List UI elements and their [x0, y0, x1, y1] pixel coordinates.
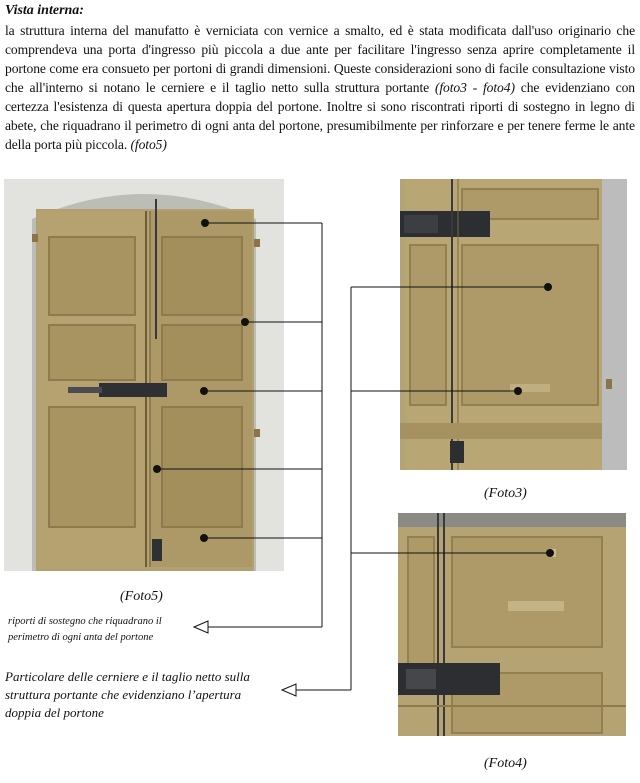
paragraph-text-2: che evidenziano con certezza l'esistenza di questa apertura doppia del portone. Inoltre si sono riscontrati riporti di sostegno in legno di abete, che riquadrano il perimetro di ogni anta del portone, presumibilmente per rinforzare e per tenere ferme le ante della porta più piccola. [5, 80, 635, 152]
caption-foto4: (Foto4) [484, 756, 527, 771]
arrowhead-icon [194, 621, 208, 633]
section-heading: Vista interna: [5, 3, 84, 18]
caption-foto3: (Foto3) [484, 486, 527, 501]
note-hinges: Particolare delle cerniere e il taglio netto sulla struttura portante che evidenziano l’apertura doppia del portone [5, 669, 250, 720]
caption-foto5: (Foto5) [120, 589, 163, 604]
photo-reference-5: (foto5) [130, 137, 167, 152]
paragraph-text-1: la struttura interna del manufatto è verniciata con vernice a smalto, ed è stata modificata dall'uso originario che comprendeva una porta d'ingresso più piccola a due ante per facilitare l'ingresso senza aprire completamente il portone come era consueto per portoni di grandi dimensioni. Queste considerazioni sono di facile consultazione visto che all'interno si notano le cerniere e il taglio netto sulla struttura portante [5, 23, 635, 95]
arrowhead-icon [282, 684, 296, 696]
photo-reference-3-4: (foto3 - foto4) [434, 80, 515, 95]
note-supports: riporti di sostegno che riquadrano il perimetro di ogni anta del portone [8, 616, 162, 643]
